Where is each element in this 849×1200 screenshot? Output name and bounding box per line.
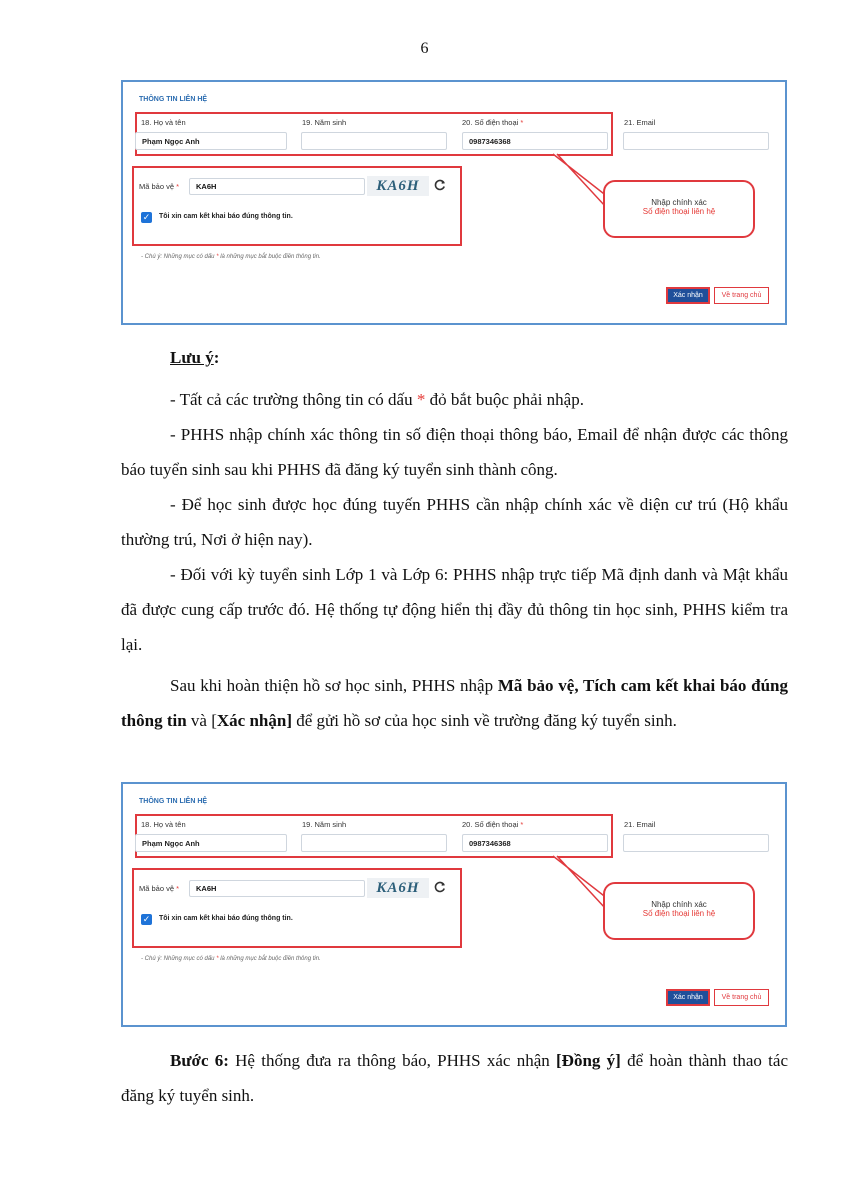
phone-input[interactable]: 0987346368 — [462, 132, 608, 150]
luu-y-heading: Lưu ý: — [170, 348, 220, 367]
captcha-input[interactable]: KA6H — [189, 178, 365, 195]
phone-callout — [603, 180, 755, 238]
captcha-image: KA6H — [367, 878, 429, 898]
form-screenshot-1 — [121, 80, 787, 325]
instruction-paragraph: Sau khi hoàn thiện hồ sơ học sinh, PHHS nhập Mã bảo vệ, Tích cam kết khai báo đúng thông tin và [Xác nhận] để gửi hồ sơ của học sinh về trường đăng ký tuyển sinh. — [121, 676, 789, 730]
confirm-button[interactable]: Xác nhận — [666, 989, 710, 1006]
form-screenshot-2 — [121, 782, 787, 1027]
captcha-label: Mã bảo vệ * — [139, 182, 180, 191]
step-6-paragraph: Bước 6: Hệ thống đưa ra thông báo, PHHS xác nhận [Đồng ý] để hoàn thành thao tác đăng ký tuyển sinh. — [121, 1051, 788, 1105]
field-label-email: 21. Email — [624, 820, 656, 829]
commit-label: Tôi xin cam kết khai báo đúng thông tin. — [159, 915, 293, 922]
captcha-image: KA6H — [367, 176, 429, 196]
note-item-3: - Để học sinh được học đúng tuyến PHHS cần nhập chính xác về diện cư trú (Hộ khẩu thường trú, Nơi ở hiện nay). — [121, 495, 788, 549]
commit-checkbox[interactable]: ✓ — [142, 212, 151, 222]
callout-line-2: Số điện thoại liên hệ — [642, 909, 716, 918]
callout-line-2: Số điện thoại liên hệ — [642, 207, 716, 216]
field-label-name: 18. Họ và tên — [141, 820, 186, 829]
name-input[interactable]: Phạm Ngọc Anh — [135, 834, 287, 852]
section-title: THÔNG TIN LIÊN HỆ — [139, 96, 208, 103]
commit-checkbox[interactable]: ✓ — [142, 914, 151, 924]
field-label-birth-year: 19. Năm sinh — [302, 118, 347, 127]
page-number: 6 — [420, 40, 429, 57]
section-title: THÔNG TIN LIÊN HỆ — [139, 798, 208, 805]
phone-input[interactable]: 0987346368 — [462, 834, 608, 852]
captcha-input[interactable]: KA6H — [189, 880, 365, 897]
note-item-4: - Đối với kỳ tuyển sinh Lớp 1 và Lớp 6: PHHS nhập trực tiếp Mã định danh và Mật khẩu đã được cung cấp trước đó. Hệ thống tự động hiển thị đầy đủ thông tin học sinh, PHHS kiểm tra lại. — [121, 565, 788, 654]
field-label-birth-year: 19. Năm sinh — [302, 820, 347, 829]
required-note: - Chú ý: Những mục có dấu * là những mục bắt buộc điền thông tin. — [141, 956, 321, 962]
confirm-button[interactable]: Xác nhận — [666, 287, 710, 304]
callout-line-1: Nhập chính xác — [651, 198, 707, 207]
note-item-2: - PHHS nhập chính xác thông tin số điện thoại thông báo, Email để nhận được các thông báo tuyển sinh sau khi PHHS đã đăng ký tuyển sinh thành công. — [121, 425, 788, 479]
field-label-email: 21. Email — [624, 118, 656, 127]
home-button[interactable]: Về trang chủ — [714, 989, 769, 1006]
callout-line-1: Nhập chính xác — [651, 900, 707, 909]
field-label-phone: 20. Số điện thoại * — [462, 820, 524, 829]
phone-callout — [603, 882, 755, 940]
name-input[interactable]: Phạm Ngọc Anh — [135, 132, 287, 150]
home-button[interactable]: Về trang chủ — [714, 287, 769, 304]
note-item-1: - Tất cả các trường thông tin có dấu * đỏ bắt buộc phải nhập. — [170, 390, 584, 409]
field-label-phone: 20. Số điện thoại * — [462, 118, 524, 127]
captcha-label: Mã bảo vệ * — [139, 884, 180, 893]
field-label-name: 18. Họ và tên — [141, 118, 186, 127]
required-note: - Chú ý: Những mục có dấu * là những mục bắt buộc điền thông tin. — [141, 254, 321, 260]
commit-label: Tôi xin cam kết khai báo đúng thông tin. — [159, 213, 293, 220]
